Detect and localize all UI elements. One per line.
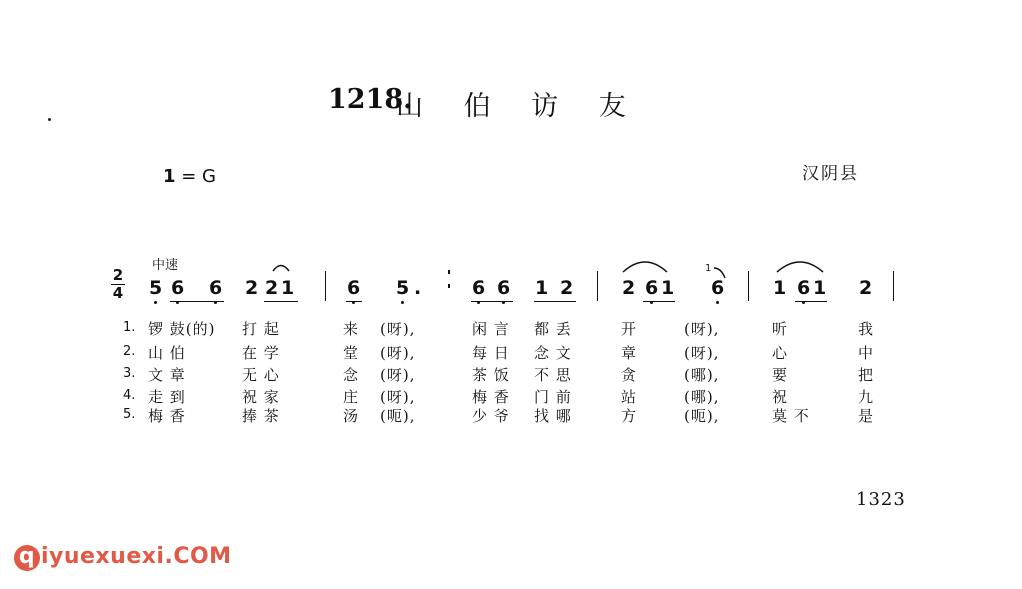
barline — [325, 271, 326, 301]
note: 6 — [171, 277, 184, 299]
note: 2 — [859, 277, 873, 299]
lyric-syllable: 捧 茶 — [242, 407, 280, 425]
note-dot-holder — [149, 277, 161, 278]
grace-note: 1 — [705, 263, 712, 274]
note: 6 — [472, 277, 485, 299]
barline — [748, 271, 749, 301]
repeat-dot — [448, 270, 450, 274]
lyric-syllable: 打 起 — [242, 320, 280, 338]
lyric-syllable: 每 日 — [472, 344, 510, 362]
tempo-marking: 中速 — [152, 258, 179, 273]
note: 1 — [535, 277, 549, 299]
lyric-syllable: (呀), — [684, 320, 720, 338]
lyric-syllable: (呃), — [380, 407, 416, 425]
lyric-verse-number: 3. — [123, 366, 136, 381]
lyric-syllable: 念 — [343, 366, 360, 384]
lyric-syllable: 不 思 — [534, 366, 572, 384]
lyric-syllable: 祝 — [772, 388, 789, 406]
lyric-syllable: 堂 — [343, 344, 360, 362]
beam-underline — [643, 301, 675, 302]
song-number: 1218. — [328, 84, 413, 115]
lyric-syllable: 站 — [621, 388, 638, 406]
lyric-syllable: 梅 香 — [472, 388, 510, 406]
time-signature-bottom: 4 — [112, 284, 124, 302]
lyric-syllable: 梅 香 — [148, 407, 186, 425]
slur-arc — [621, 258, 669, 274]
slur-arc — [775, 258, 825, 274]
lyric-verse-number: 2. — [123, 344, 136, 359]
note: 1 — [661, 277, 675, 299]
lyric-syllable: 方 — [621, 407, 638, 425]
lyric-syllable: (哪), — [684, 388, 720, 406]
lyric-syllable: 找 哪 — [534, 407, 572, 425]
note: 1 — [281, 277, 295, 299]
lyric-syllable: (呀), — [380, 388, 416, 406]
time-signature-top: 2 — [112, 266, 124, 284]
lyric-syllable: 九 — [858, 388, 875, 406]
note: 2 — [622, 277, 636, 299]
lyric-syllable: 听 — [772, 320, 789, 338]
beam-underline — [170, 301, 224, 302]
lyric-syllable: 在 学 — [242, 344, 280, 362]
key-signature — [163, 166, 216, 187]
lyric-syllable: 茶 饭 — [472, 366, 510, 384]
lyric-syllable: 来 — [343, 320, 360, 338]
lyric-syllable: (呀), — [380, 320, 416, 338]
note: 6 — [347, 277, 360, 299]
lyric-syllable: 莫 不 — [772, 407, 810, 425]
note: 6 — [497, 277, 510, 299]
lyric-syllable: 开 — [621, 320, 638, 338]
lyric-syllable: 庄 — [343, 388, 360, 406]
lyric-syllable: 中 — [858, 344, 875, 362]
note: 6 — [711, 277, 724, 299]
note: 6 — [797, 277, 810, 299]
lyric-syllable: 心 — [772, 344, 789, 362]
song-title: 山 伯 访 友 — [396, 91, 642, 122]
lyric-syllable: 闲 言 — [472, 320, 510, 338]
note: 1 — [773, 277, 787, 299]
low-octave-dot — [401, 301, 404, 304]
barline — [597, 271, 598, 301]
lyric-syllable: 贪 — [621, 366, 638, 384]
lyric-syllable: (哪), — [684, 366, 720, 384]
key-value: = G — [175, 166, 217, 187]
lyric-syllable: 都 丢 — [534, 320, 572, 338]
lyric-syllable: 山 伯 — [148, 344, 186, 362]
lyric-syllable: 无 心 — [242, 366, 280, 384]
watermark-text: iyuexuexi.COM — [41, 544, 232, 569]
stray-dot — [48, 118, 51, 121]
watermark-logo: q — [14, 545, 40, 571]
slur-arc — [272, 262, 290, 272]
lyric-syllable: 走 到 — [148, 388, 186, 406]
beam-underline — [795, 301, 827, 302]
note: 6 — [209, 277, 222, 299]
lyric-syllable: 少 爷 — [472, 407, 510, 425]
beam-underline — [264, 301, 298, 302]
note: 2 — [245, 277, 259, 299]
beam-underline — [471, 301, 513, 302]
time-signature — [111, 268, 125, 301]
lyric-syllable: 把 — [858, 366, 875, 384]
lyric-syllable: 要 — [772, 366, 789, 384]
site-watermark — [14, 544, 232, 571]
lyric-syllable: 是 — [858, 407, 875, 425]
note: 5 — [396, 277, 409, 299]
lyric-syllable: (呀), — [380, 344, 416, 362]
key-tonic: 1 — [163, 166, 176, 187]
lyric-syllable: 我 — [858, 320, 875, 338]
lyric-verse-number: 5. — [123, 407, 136, 422]
note: 6 — [645, 277, 658, 299]
note: 2 — [265, 277, 279, 299]
lyric-verse-number: 1. — [123, 320, 136, 335]
barline — [893, 271, 894, 301]
note: 1 — [813, 277, 827, 299]
lyric-syllable: 汤 — [343, 407, 360, 425]
low-octave-dot — [154, 301, 157, 304]
lyric-syllable: (呃), — [684, 407, 720, 425]
lyric-syllable: (呀), — [380, 366, 416, 384]
lyric-syllable: 锣 鼓(的) — [148, 320, 216, 338]
repeat-dot — [448, 284, 450, 288]
lyric-syllable: 文 章 — [148, 366, 186, 384]
lyric-syllable: 门 前 — [534, 388, 572, 406]
song-source: 汉阴县 — [802, 164, 859, 184]
low-octave-dot — [716, 301, 719, 304]
beam-underline — [346, 301, 362, 302]
note: 2 — [560, 277, 574, 299]
dotted-note-dot: . — [414, 277, 422, 299]
lyric-syllable: 章 — [621, 344, 638, 362]
lyric-syllable: 念 文 — [534, 344, 572, 362]
lyric-syllable: 祝 家 — [242, 388, 280, 406]
lyric-syllable: (呀), — [684, 344, 720, 362]
note: 5 — [149, 277, 163, 299]
beam-underline — [534, 301, 576, 302]
page-number: 1323 — [856, 489, 906, 510]
lyric-verse-number: 4. — [123, 388, 136, 403]
